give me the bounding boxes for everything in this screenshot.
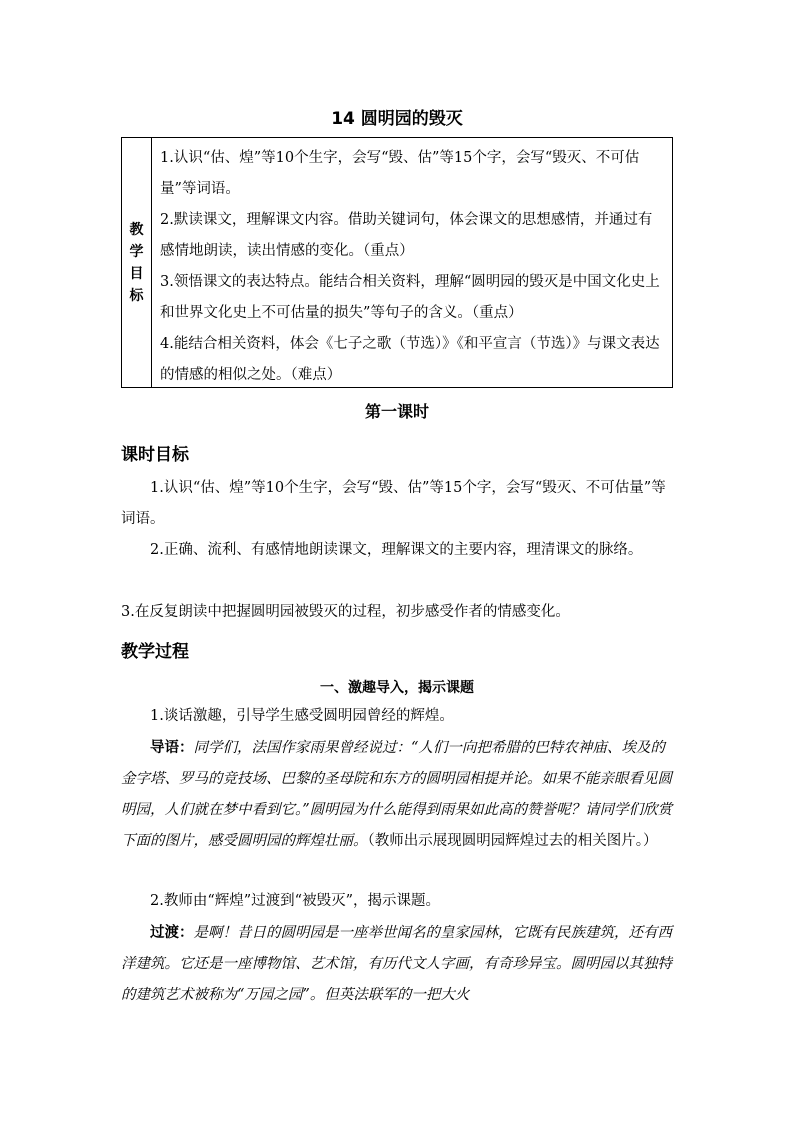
intro-note: （教师出示展现圆明园辉煌过去的相关图片。）: [367, 833, 658, 849]
goals-heading: 课时目标: [121, 445, 189, 465]
objectives-label: [122, 138, 152, 387]
objective-item: 1.认识“估、煌”等10个生字，会写“毁、估”等15个字，会写“毁灭、不可估量”等词语。: [160, 150, 640, 197]
transition-paragraph: [121, 917, 673, 1011]
lesson-title: 第一课时: [364, 402, 429, 421]
goal-item: 3.在反复朗读中把握圆明园被毁灭的过程，初步感受作者的情感变化。: [121, 604, 570, 620]
objectives-label-char: 标: [129, 287, 144, 304]
objective-item: 2.默读课文，理解课文内容。借助关键词句，体会课文的思想感情，并通过有感情地朗读，读出情感的变化。（重点）: [160, 212, 653, 259]
objective-item: 4.能结合相关资料，体会《七子之歌（节选）》《和平宣言（节选）》与课文表达的情感的相似之处。（难点）: [160, 336, 660, 383]
goal-item: 1.认识“估、煌”等10个生字，会写“毁、估”等15个字，会写“毁灭、不可估量”等词语。: [121, 480, 666, 527]
objectives-table: [121, 137, 673, 388]
process-heading: 教学过程: [121, 642, 189, 662]
step-item: 1.谈话激趣，引导学生感受圆明园曾经的辉煌。: [150, 708, 454, 724]
objectives-label-char: 目: [129, 265, 144, 282]
step-item: 2.教师由“辉煌”过渡到“被毁灭”，揭示课题。: [150, 893, 440, 909]
objectives-content: [152, 138, 672, 387]
document-title: 14 圆明园的毁灭: [331, 109, 463, 129]
objectives-label-char: 教: [129, 221, 144, 238]
objective-item: 3.领悟课文的表达特点。能结合相关资料，理解“圆明园的毁灭是中国文化史上和世界文化史上不可估量的损失”等句子的含义。（重点）: [160, 274, 660, 321]
intro-text: 同学们，法国作家雨果曾经说过：“人们一向把希腊的巴特农神庙、埃及的金字塔、罗马的竞技场、巴黎的圣母院和东方的圆明园相提并论。如果不能亲眼看见圆明园，人们就在梦中看到它。”圆明园为什么能得到雨果如此高的赞誉呢？请同学们欣赏下面的图片，感受圆明园的辉煌壮丽。: [121, 740, 673, 849]
step-heading: 一、激趣导入，揭示课题: [320, 680, 474, 696]
transition-text: 是啊！昔日的圆明园是一座举世闻名的皇家园林，它既有民族建筑，还有西洋建筑。它还是一座博物馆、艺术馆，有历代文人字画，有奇珍异宝。圆明园以其独特的建筑艺术被称为“万园之园”。但英法联军的一把大火: [121, 925, 672, 1003]
intro-paragraph: [121, 732, 673, 857]
transition-lead: 过渡：: [150, 924, 194, 941]
intro-lead: 导语：: [150, 739, 194, 756]
goal-item: 2.正确、流利、有感情地朗读课文，理解课文的主要内容，理清课文的脉络。: [150, 542, 643, 558]
objectives-label-char: 学: [129, 243, 144, 260]
